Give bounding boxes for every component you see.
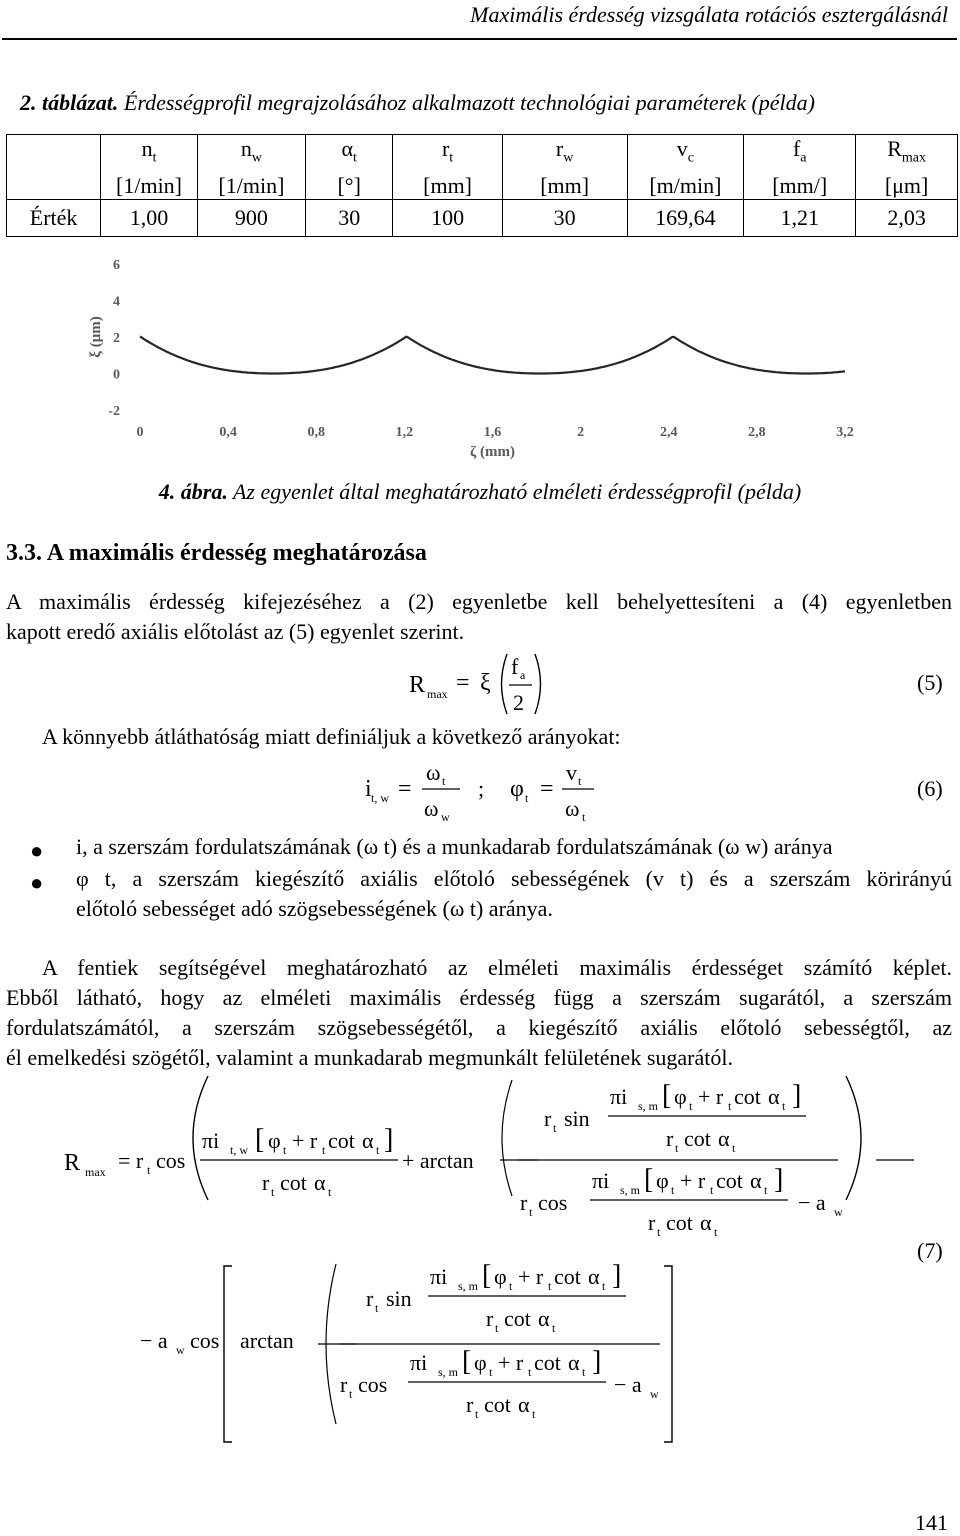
- table-row: [7, 200, 958, 237]
- svg-text:t: t: [375, 1301, 379, 1315]
- svg-text:t: t: [552, 1321, 556, 1335]
- svg-text:cos: cos: [538, 1190, 568, 1215]
- svg-text:sin: sin: [386, 1286, 412, 1311]
- svg-text:cos: cos: [190, 1328, 220, 1353]
- svg-text:φ: φ: [474, 1350, 487, 1375]
- svg-text:]: ]: [612, 1260, 622, 1291]
- svg-text:φ: φ: [268, 1128, 281, 1153]
- x-tick-label: 0,8: [307, 425, 325, 440]
- paragraph-line: A fentiek segítségével meghatározható az elméleti maximális érdességet számító képlet.: [42, 955, 952, 980]
- table-cell: 1,21: [744, 200, 856, 237]
- eq-symbol: f: [511, 654, 519, 679]
- svg-text:s, m: s, m: [638, 1099, 659, 1113]
- svg-text:t: t: [689, 1099, 693, 1113]
- table-header-cell: $n_w$ [1/min]: [197, 135, 305, 200]
- svg-text:t: t: [602, 1279, 606, 1293]
- svg-text:α: α: [518, 1392, 530, 1417]
- table-header-row: [7, 135, 958, 200]
- y-tick-label: -2: [108, 404, 120, 419]
- eq-symbol: ;: [478, 776, 485, 801]
- svg-text:t: t: [376, 1143, 380, 1157]
- eq-symbol: t: [442, 774, 446, 788]
- eq-paren: [502, 654, 508, 714]
- svg-text:t: t: [782, 1099, 786, 1113]
- svg-text:t, w: t, w: [230, 1143, 248, 1157]
- svg-text:cot: cot: [716, 1168, 743, 1193]
- paragraph-3: [6, 953, 952, 1073]
- table-caption-text: Érdességprofil megrajzolásához alkalmazott technológiai paraméterek (példa): [123, 90, 815, 115]
- eq-number: (7): [917, 1238, 943, 1263]
- svg-text:r: r: [366, 1286, 374, 1311]
- svg-text:t: t: [714, 1225, 718, 1239]
- eq-symbol: t, w: [371, 791, 389, 805]
- svg-text:cot: cot: [666, 1210, 693, 1235]
- svg-text:πi: πi: [592, 1168, 610, 1193]
- paragraph-line: fordulatszámától, a szerszám szögsebességétől, a kiegészítő axiális előtoló sebességtől, az: [6, 1015, 952, 1040]
- svg-text:t: t: [271, 1185, 275, 1199]
- svg-text:α: α: [768, 1084, 780, 1109]
- svg-text:α: α: [568, 1350, 580, 1375]
- svg-text:t: t: [322, 1143, 326, 1157]
- section-title: A maximális érdesség meghatározása: [46, 540, 427, 566]
- svg-text:r: r: [520, 1190, 528, 1215]
- svg-text:cos: cos: [156, 1148, 186, 1173]
- paragraph-1: [6, 587, 952, 647]
- svg-text:πi: πi: [610, 1084, 628, 1109]
- figure-caption-text: Az egyenlet által meghatározható elméleti érdességprofil (példa): [232, 479, 802, 504]
- table-cell: 1,00: [101, 200, 198, 237]
- svg-text:r: r: [486, 1306, 494, 1331]
- table-cell: 30: [305, 200, 392, 237]
- svg-text:cot: cot: [734, 1084, 761, 1109]
- svg-text:t: t: [495, 1321, 499, 1335]
- svg-text:α: α: [718, 1126, 730, 1151]
- table-corner-cell: [7, 135, 101, 200]
- svg-text:α: α: [700, 1210, 712, 1235]
- eq-number: (5): [917, 670, 943, 695]
- svg-text:φ: φ: [656, 1168, 669, 1193]
- profile-series-line: [140, 337, 845, 374]
- x-tick-label: 2,4: [660, 425, 678, 440]
- svg-text:[: [: [662, 1080, 672, 1111]
- svg-text:α: α: [588, 1264, 600, 1289]
- svg-text:w: w: [176, 1343, 185, 1357]
- x-axis-label: ζ (mm): [470, 444, 515, 460]
- paragraph-line: kapott eredő axiális előtolást az (5) egyenlet szerint.: [6, 619, 465, 644]
- eq-symbol: t: [525, 791, 529, 805]
- table-cell: 30: [502, 200, 627, 237]
- y-tick-label: 6: [113, 258, 120, 273]
- svg-text:]: ]: [384, 1124, 394, 1155]
- svg-text:t: t: [710, 1183, 714, 1197]
- eq-symbol: t: [582, 810, 586, 824]
- x-tick-label: 1,2: [395, 425, 414, 440]
- x-tick-label: 3,2: [836, 425, 854, 440]
- bullet-dot: ●: [30, 870, 44, 895]
- paragraph-line: Ebből látható, hogy az elméleti maximális érdesség függ a szerszám sugarától, a szerszám: [6, 985, 952, 1010]
- eq-symbol: max: [427, 687, 448, 701]
- svg-text:cot: cot: [554, 1264, 581, 1289]
- eq-symbol: v: [566, 760, 577, 785]
- svg-text:α: α: [314, 1170, 326, 1195]
- svg-text:R: R: [64, 1150, 81, 1176]
- svg-text:t: t: [732, 1141, 736, 1155]
- running-header: Maximális érdesség vizsgálata rotációs esztergálásnál: [470, 2, 948, 27]
- svg-text:s, m: s, m: [438, 1365, 459, 1379]
- svg-text:arctan: arctan: [240, 1328, 294, 1353]
- x-tick-label: 1,6: [483, 425, 502, 440]
- svg-text:− a: − a: [140, 1328, 168, 1353]
- svg-text:α: α: [538, 1306, 550, 1331]
- svg-text:+ r: + r: [292, 1128, 318, 1153]
- eq-symbol: t: [578, 774, 582, 788]
- table-row-label: Érték: [7, 200, 101, 237]
- svg-text:]: ]: [592, 1346, 602, 1377]
- paragraph-line: A maximális érdesség kifejezéséhez a (2) egyenletbe kell behelyettesíteni a (4) egyenletben: [6, 589, 952, 614]
- roughness-profile-chart: [0, 240, 960, 470]
- section-heading: [6, 540, 427, 567]
- svg-text:cot: cot: [280, 1170, 307, 1195]
- bullet-2-line-2: előtoló sebességet adó szögsebességének (ω t) aránya.: [76, 896, 553, 921]
- eq-symbol: ξ: [480, 670, 491, 696]
- eq-symbol: w: [441, 810, 450, 824]
- header-rule: [2, 38, 957, 40]
- svg-text:α: α: [750, 1168, 762, 1193]
- figure-caption: [0, 479, 960, 505]
- eq-symbol: a: [520, 668, 526, 682]
- y-tick-label: 0: [113, 367, 120, 383]
- svg-text:[: [: [255, 1124, 265, 1155]
- svg-text:t: t: [671, 1183, 675, 1197]
- svg-text:πi: πi: [202, 1128, 220, 1153]
- svg-text:[: [: [644, 1164, 654, 1195]
- svg-text:cot: cot: [504, 1306, 531, 1331]
- table-cell: 169,64: [627, 200, 744, 237]
- svg-text:α: α: [362, 1128, 374, 1153]
- x-tick-label: 0: [136, 425, 144, 440]
- svg-text:cot: cot: [328, 1128, 355, 1153]
- svg-text:t: t: [147, 1163, 151, 1177]
- table-caption-label: 2. táblázat.: [20, 90, 119, 115]
- svg-text:t: t: [489, 1365, 493, 1379]
- x-tick-label: 2,8: [748, 425, 766, 440]
- svg-text:t: t: [528, 1365, 532, 1379]
- x-tick-label: 0,4: [219, 425, 237, 440]
- svg-text:t: t: [548, 1279, 552, 1293]
- eq-number: (6): [917, 776, 943, 801]
- svg-text:t: t: [764, 1183, 768, 1197]
- svg-text:+ r: + r: [498, 1350, 524, 1375]
- page-number: 141: [915, 1510, 948, 1535]
- svg-text:+ r: + r: [698, 1084, 724, 1109]
- svg-text:r: r: [340, 1372, 348, 1397]
- eq-paren: [535, 654, 541, 714]
- table-cell: 900: [197, 200, 305, 237]
- table-header-cell: $f_a$ [mm/]: [744, 135, 856, 200]
- svg-text:φ: φ: [674, 1084, 687, 1109]
- table-header-cell: $r_w$ [mm]: [502, 135, 627, 200]
- table-caption: [20, 90, 815, 116]
- bullet-2-line-1: φ t, a szerszám kiegészítő axiális előtoló sebességének (v t) és a szerszám körirányú: [76, 866, 952, 891]
- svg-text:r: r: [262, 1170, 270, 1195]
- eq-symbol: ω: [426, 760, 441, 785]
- svg-text:t: t: [553, 1121, 557, 1135]
- svg-text:cot: cot: [534, 1350, 561, 1375]
- svg-text:− a: − a: [798, 1190, 826, 1215]
- svg-text:= r: = r: [118, 1148, 144, 1173]
- svg-text:t: t: [657, 1225, 661, 1239]
- eq-symbol: R: [409, 672, 426, 698]
- svg-text:πi: πi: [410, 1350, 428, 1375]
- table-cell: 2,03: [856, 200, 958, 237]
- svg-text:max: max: [85, 1165, 106, 1179]
- svg-text:]: ]: [774, 1164, 784, 1195]
- table-header-cell: $R_{max}$ [μm]: [856, 135, 958, 200]
- bullet-dot: ●: [30, 838, 44, 863]
- svg-text:r: r: [648, 1210, 656, 1235]
- svg-text:t: t: [283, 1143, 287, 1157]
- eq-symbol: i: [365, 776, 372, 802]
- eq-symbol: =: [540, 776, 554, 802]
- svg-text:s, m: s, m: [458, 1279, 479, 1293]
- svg-text:r: r: [666, 1126, 674, 1151]
- svg-text:+ arctan: + arctan: [402, 1148, 474, 1173]
- svg-text:r: r: [544, 1106, 552, 1131]
- bullet-1: i, a szerszám fordulatszámának (ω t) és a munkadarab fordulatszámának (ω w) aránya: [76, 834, 833, 859]
- svg-text:cos: cos: [358, 1372, 388, 1397]
- eq-symbol: 2: [513, 690, 524, 715]
- svg-text:t: t: [475, 1407, 479, 1421]
- svg-text:φ: φ: [494, 1264, 507, 1289]
- table-header-cell: $r_t$ [mm]: [393, 135, 502, 200]
- equation-7: [0, 1068, 960, 1458]
- svg-text:w: w: [834, 1205, 843, 1219]
- svg-text:cot: cot: [484, 1392, 511, 1417]
- eq-symbol: φ: [510, 776, 524, 802]
- svg-text:t: t: [509, 1279, 513, 1293]
- svg-text:− a: − a: [614, 1372, 642, 1397]
- svg-text:t: t: [582, 1365, 586, 1379]
- paragraph-line: él emelkedési szögétől, valamint a munkadarab megmunkált felületének sugarától.: [6, 1045, 733, 1070]
- figure-caption-label: 4. ábra.: [158, 479, 228, 504]
- table-cell: 100: [393, 200, 502, 237]
- eq-symbol: ω: [565, 796, 580, 821]
- svg-text:s, m: s, m: [620, 1183, 641, 1197]
- svg-text:[: [: [482, 1260, 492, 1291]
- eq-symbol: =: [398, 776, 412, 802]
- eq-symbol: ω: [424, 796, 439, 821]
- svg-text:πi: πi: [430, 1264, 448, 1289]
- y-tick-label: 4: [113, 294, 120, 310]
- table-header-cell: $\alpha_t$ [°]: [305, 135, 392, 200]
- svg-text:t: t: [728, 1099, 732, 1113]
- svg-text:sin: sin: [564, 1106, 590, 1131]
- equation-5: [0, 648, 960, 720]
- svg-text:w: w: [650, 1387, 659, 1401]
- table-header-cell: $n_t$ [1/min]: [101, 135, 198, 200]
- svg-text:]: ]: [792, 1080, 802, 1111]
- section-number: 3.3.: [6, 540, 42, 566]
- svg-text:t: t: [349, 1387, 353, 1401]
- y-tick-label: 2: [113, 331, 120, 346]
- y-axis-label: ξ (μm): [88, 316, 104, 358]
- svg-text:+ r: + r: [680, 1168, 706, 1193]
- paragraph-2: A könnyebb átláthatóság miatt definiáljuk a következő arányokat:: [42, 724, 621, 749]
- svg-text:+ r: + r: [518, 1264, 544, 1289]
- eq-symbol: =: [456, 670, 470, 696]
- svg-text:cot: cot: [684, 1126, 711, 1151]
- svg-text:t: t: [675, 1141, 679, 1155]
- x-tick-label: 2: [577, 425, 585, 440]
- svg-text:r: r: [466, 1392, 474, 1417]
- svg-text:t: t: [328, 1185, 332, 1199]
- svg-text:t: t: [532, 1407, 536, 1421]
- equation-6: [0, 758, 960, 824]
- parameter-table: [6, 134, 958, 237]
- svg-text:t: t: [529, 1205, 533, 1219]
- svg-text:[: [: [462, 1346, 472, 1377]
- table-header-cell: $v_c$ [m/min]: [627, 135, 744, 200]
